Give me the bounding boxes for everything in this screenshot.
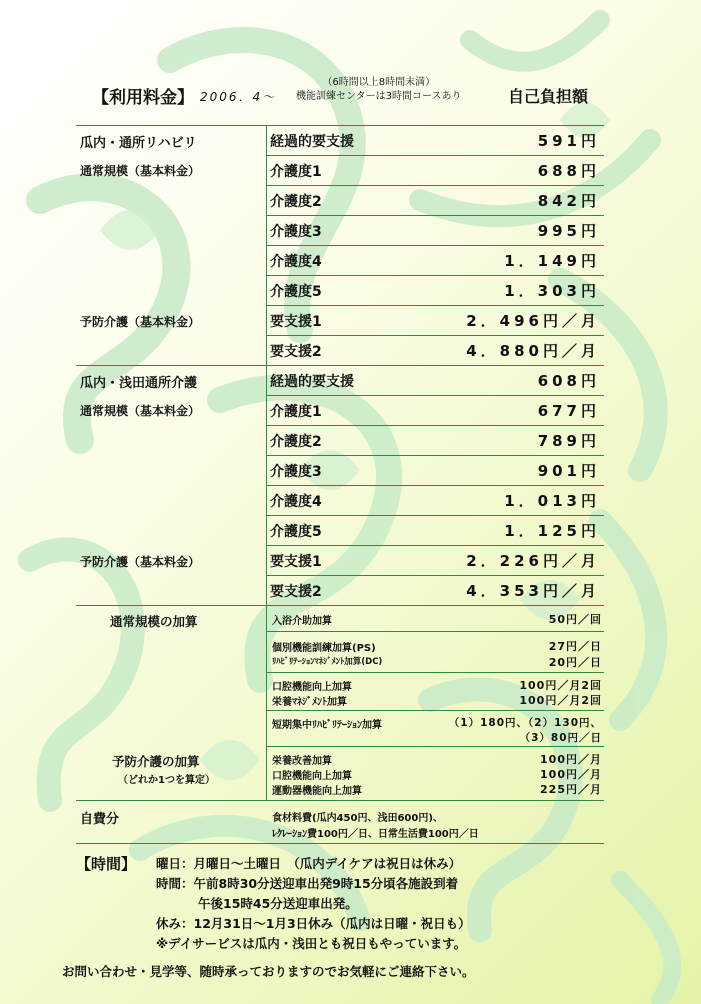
section2-sub: 通常規模（基本料金） <box>80 404 201 418</box>
care-level-label: 介護度2 <box>270 194 322 210</box>
price-value: 1．013円 <box>504 492 600 510</box>
bath-addon-label: 入浴介助加算 <box>272 616 332 627</box>
care-level-label: 介護度1 <box>270 164 322 180</box>
short-rehab-addon-value2: （3）80円／日 <box>519 732 602 744</box>
hours-dayservice-note: ※デイサービスは瓜内・浅田とも祝日もやっています。 <box>156 936 467 951</box>
section1-row <box>266 185 604 215</box>
price-value: 1．149円 <box>504 252 600 270</box>
duration-note <box>296 76 461 104</box>
dc-addon-value: 20円／日 <box>548 656 602 669</box>
ps-addon-value: 27円／日 <box>548 640 602 653</box>
care-level-label: 介護度1 <box>270 404 322 420</box>
prevent-oral-addon-label: 口腔機能向上加算 <box>272 771 352 782</box>
section1-row <box>266 125 604 155</box>
section1-row <box>266 215 604 245</box>
section1-row <box>266 275 604 305</box>
row-rule <box>266 746 604 747</box>
price-value: 2．496円／月 <box>466 312 600 330</box>
support-level-label: 要支援2 <box>270 584 322 600</box>
section2-name: 瓜内・浅田通所介護 <box>80 376 198 391</box>
section2-row <box>266 365 604 395</box>
contact-footer: お問い合わせ・見学等、随時承っておりますのでお気軽にご連絡下さい。 <box>62 964 475 979</box>
support-level-label: 要支援1 <box>270 554 322 570</box>
section1-prevent-label: 予防介護（基本料金） <box>80 315 201 329</box>
short-rehab-addon-label: 短期集中ﾘﾊﾋﾞﾘﾃｰｼｮﾝ加算 <box>272 720 382 731</box>
nutrition-mgmt-addon-label: 栄養ﾏﾈｼﾞﾒﾝﾄ加算 <box>272 697 347 708</box>
section1-row <box>266 245 604 275</box>
section1-row <box>266 155 604 185</box>
nutrition-improve-addon-label: 栄養改善加算 <box>272 756 332 767</box>
price-value: 2．226円／月 <box>466 552 600 570</box>
section2-row <box>266 515 604 545</box>
motor-addon-label: 運動器機能向上加算 <box>272 786 362 797</box>
support-level-label: 要支援2 <box>270 344 322 360</box>
self-pay-label: 自費分 <box>80 812 120 827</box>
self-pay-line2: ﾚｸﾚｰｼｮﾝ費100円／日、日常生活費100円／日 <box>272 829 479 840</box>
price-value: 842円 <box>537 192 600 210</box>
care-level-label: 経過的要支援 <box>270 134 354 150</box>
row-rule <box>266 710 604 711</box>
price-value: 608円 <box>537 372 600 390</box>
section2-prevent-row <box>266 545 604 575</box>
price-value: 591円 <box>537 132 600 150</box>
care-level-label: 介護度4 <box>270 254 322 270</box>
price-value: 901円 <box>537 462 600 480</box>
duration-note-line1: （6時間以上8時間未満） <box>322 77 436 88</box>
section2-prevent-row <box>266 575 604 605</box>
care-level-label: 介護度3 <box>270 464 322 480</box>
hours-holidays: 休み：12月31日～1月3日休み（瓜内は日曜・祝日も） <box>156 916 471 931</box>
hours-days: 曜日：月曜日～土曜日 （瓜内デイケアは祝日は休み） <box>156 856 462 871</box>
row-rule <box>266 631 604 632</box>
section1-sub: 通常規模（基本料金） <box>80 164 201 178</box>
nutrition-improve-addon-value: 100円／月 <box>540 753 602 766</box>
oral-addon-label: 口腔機能向上加算 <box>272 682 352 693</box>
section2-row <box>266 395 604 425</box>
price-value: 4．880円／月 <box>466 342 600 360</box>
section1-name: 瓜内・通所リハビリ <box>80 136 197 151</box>
prevent-addon-label: 予防介護の加算 <box>112 754 200 769</box>
care-level-label: 介護度5 <box>270 524 322 540</box>
ps-addon-label: 個別機能訓練加算(PS) <box>272 643 376 654</box>
pricing-title: 【利用料金】 <box>92 88 194 108</box>
effective-date: 2006．4～ <box>200 90 277 104</box>
price-value: 688円 <box>537 162 600 180</box>
nutrition-mgmt-addon-value: 100円／月2回 <box>519 694 602 707</box>
care-level-label: 介護度4 <box>270 494 322 510</box>
motor-addon-value: 225円／月 <box>540 783 602 796</box>
price-value: 1．303円 <box>504 282 600 300</box>
hours-time-pm: 午後15時45分送迎車出発。 <box>198 896 358 911</box>
prevent-addon-sub: （どれか1つを算定） <box>118 775 215 786</box>
bath-addon-value: 50円／回 <box>548 613 602 626</box>
prevent-oral-addon-value: 100円／月 <box>540 768 602 781</box>
short-rehab-addon-value1: （1）180円、（2）130円、 <box>448 717 602 729</box>
price-value: 677円 <box>537 402 600 420</box>
section2-row <box>266 455 604 485</box>
addons-divider <box>266 605 267 800</box>
care-level-label: 介護度3 <box>270 224 322 240</box>
care-level-label: 経過的要支援 <box>270 374 354 390</box>
section2-prevent-label: 予防介護（基本料金） <box>80 555 201 569</box>
section1-prevent-row <box>266 335 604 365</box>
section2-row <box>266 485 604 515</box>
care-level-label: 介護度5 <box>270 284 322 300</box>
support-level-label: 要支援1 <box>270 314 322 330</box>
care-level-label: 介護度2 <box>270 434 322 450</box>
hours-label: 【時間】 <box>76 855 137 873</box>
price-value: 1．125円 <box>504 522 600 540</box>
row-rule <box>266 672 604 673</box>
oral-addon-value: 100円／月2回 <box>519 679 602 692</box>
self-pay-line1: 食材料費(瓜内450円、浅田600円)、 <box>272 813 443 824</box>
self-pay-bottom-rule <box>76 843 604 844</box>
price-value: 789円 <box>537 432 600 450</box>
price-value: 4．353円／月 <box>466 582 600 600</box>
hours-time: 時間：午前8時30分送迎車出発9時15分頃各施設到着 <box>156 876 459 891</box>
section1-prevent-row <box>266 305 604 335</box>
addons-top-rule <box>76 605 604 606</box>
self-pay-top-rule <box>76 800 604 801</box>
section2-row <box>266 425 604 455</box>
price-value: 995円 <box>537 222 600 240</box>
dc-addon-label: ﾘﾊﾋﾞﾘﾃｰｼｮﾝﾏﾈｼﾞﾒﾝﾄ加算(DC) <box>272 657 383 667</box>
self-pay-header: 自己負担額 <box>508 87 589 106</box>
normal-addon-label: 通常規模の加算 <box>110 614 198 629</box>
duration-note-line2: 機能訓練センターは3時間コースあり <box>296 91 462 102</box>
